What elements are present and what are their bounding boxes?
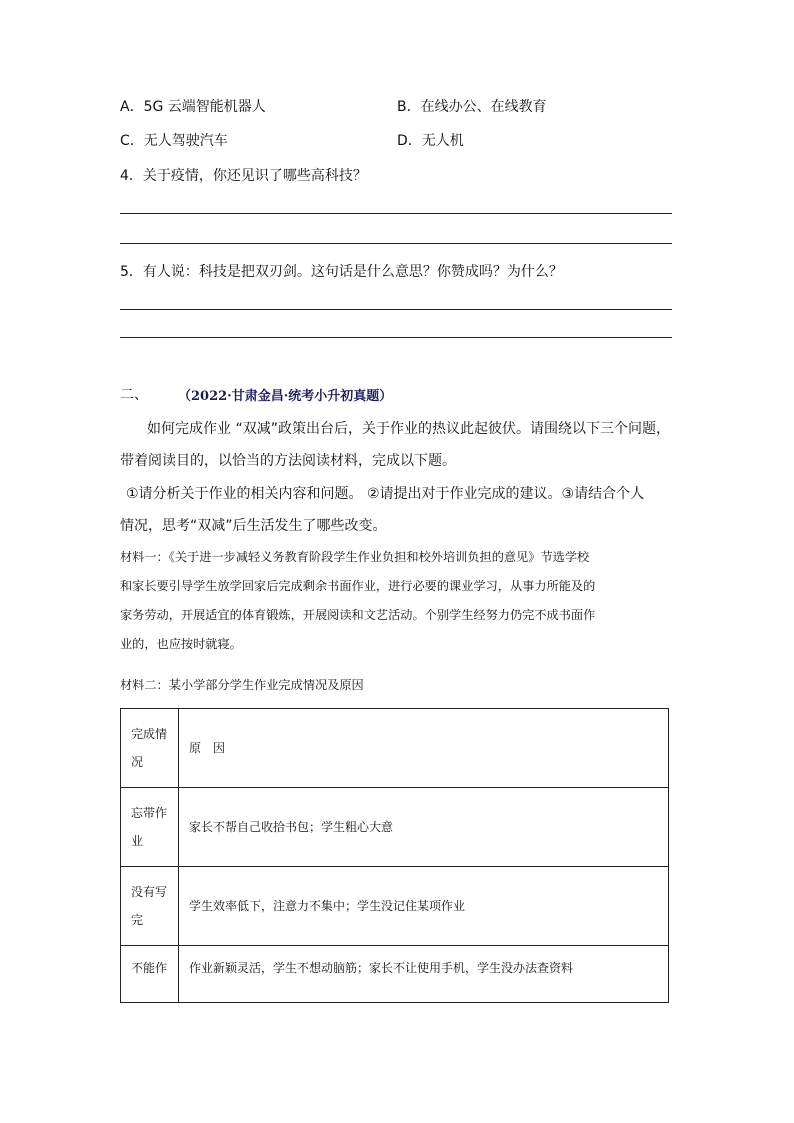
- intro-line-4: 情况，思考“双减”后生活发生了哪些改变。: [120, 518, 387, 534]
- answer-line: [120, 243, 672, 244]
- question-4: 4．关于疫情，你还见识了哪些高科技？: [120, 168, 367, 184]
- table-header-cell: 原 因: [179, 709, 669, 788]
- intro-line-1: 如何完成作业 “双减”政策出台后，关于作业的热议此起彼伏。请围绕以下三个问题，: [147, 421, 670, 437]
- answer-line: [120, 309, 672, 310]
- material2-title: 材料二：某小学部分学生作业完成情况及原因: [120, 678, 364, 692]
- table-cell: 忘带作业: [121, 788, 179, 867]
- intro-line-2: 带着阅读目的，以恰当的方法阅读材料，完成以下题。: [120, 453, 456, 469]
- table-header-row: [121, 709, 669, 788]
- table-cell: 学生效率低下，注意力不集中；学生没记住某项作业: [179, 867, 669, 946]
- table-cell: 作业新颖灵活，学生不想动脑筋；家长不让使用手机，学生没办法查资料: [179, 946, 669, 1003]
- homework-table: [120, 708, 669, 1003]
- option-a: A．5G 云端智能机器人: [120, 99, 266, 115]
- material1-line-2: 和家长要引导学生放学回家后完成剩余书面作业，进行必要的课业学习，从事力所能及的: [120, 579, 596, 593]
- material1-line-4: 业的，也应按时就寝。: [120, 637, 242, 651]
- material1-line-1: 材料一：《关于进一步减轻义务教育阶段学生作业负担和校外培训负担的意见》节选学校: [120, 550, 590, 564]
- section-source: （2022·甘肃金昌·统考小升初真题）: [178, 389, 393, 404]
- table-row: [121, 788, 669, 867]
- table-header-cell: 完成情况: [121, 709, 179, 788]
- section-number: 二、: [120, 387, 148, 403]
- table-row: [121, 867, 669, 946]
- question-5: 5．有人说：科技是把双刃剑。这句话是什么意思？你赞成吗？为什么？: [120, 264, 563, 280]
- option-c: C．无人驾驶汽车: [120, 133, 228, 149]
- intro-line-3: ①请分析关于作业的相关内容和问题。 ②请提出对于作业完成的建议。③请结合个人: [126, 486, 645, 502]
- option-d: D．无人机: [397, 133, 464, 149]
- table-cell: 不能作: [121, 946, 179, 1003]
- table-cell: 没有写完: [121, 867, 179, 946]
- table-cell: 家长不帮自己收拾书包；学生粗心大意: [179, 788, 669, 867]
- answer-line: [120, 337, 672, 338]
- option-b: B．在线办公、在线教育: [397, 99, 547, 115]
- table-row: [121, 946, 669, 1003]
- material1-line-3: 家务劳动，开展适宜的体育锻炼，开展阅读和文艺活动。个别学生经努力仍完不成书面作: [120, 608, 596, 622]
- answer-line: [120, 213, 672, 214]
